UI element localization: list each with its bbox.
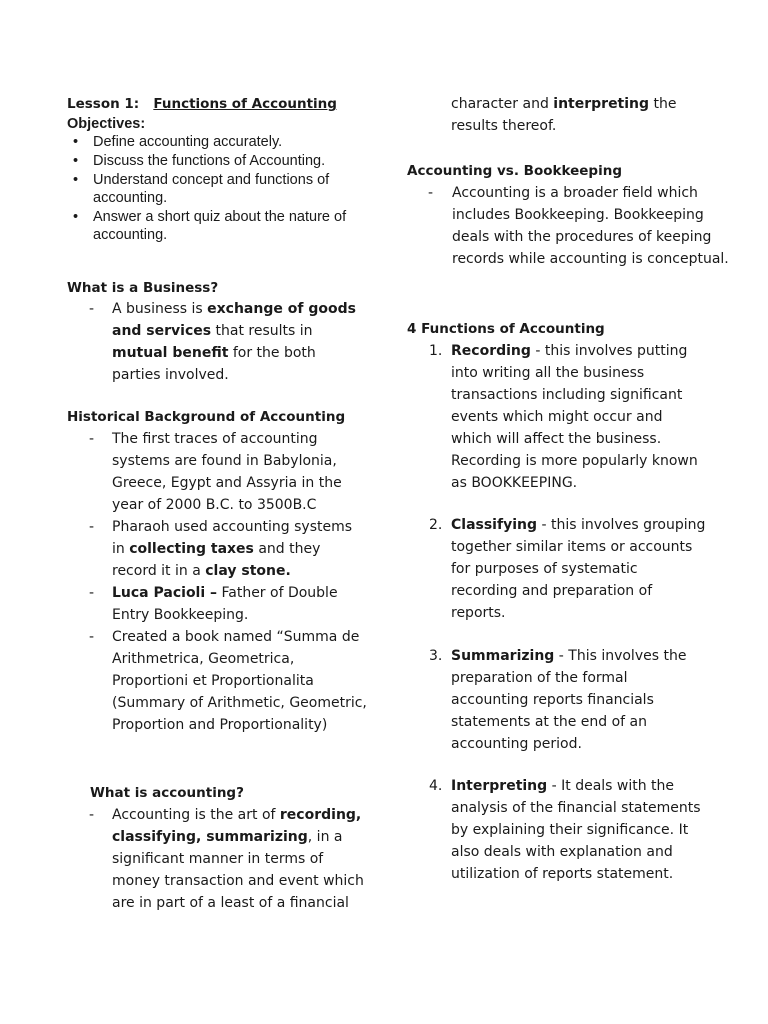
versus-section bbox=[407, 163, 742, 270]
lesson-prefix: Lesson 1: bbox=[67, 96, 140, 112]
accounting-continued: character and interpreting the results thereof. bbox=[451, 96, 677, 134]
history-item: - The first traces of accounting systems are found in Babylonia, Greece, Egypt and Assyria in the year of 2000 B.C. to 3500B.C bbox=[89, 431, 342, 513]
versus-heading: Accounting vs. Bookkeeping bbox=[407, 163, 622, 179]
bullet-icon: • bbox=[73, 209, 79, 225]
lesson-header bbox=[67, 96, 367, 112]
history-item: - Pharaoh used accounting systems in collecting taxes and they record it in a clay stone. bbox=[89, 519, 353, 579]
function-item: 1. Recording - this involves putting into writing all the business transactions including significant events which might occur and which will affect the business. Recording is more popularly known as BOOKKEEPING. bbox=[429, 343, 698, 491]
function-item: 3. Summarizing - This involves the preparation of the formal accounting reports financials statements at the end of an accounting period. bbox=[429, 648, 687, 752]
business-item: - A business is exchange of goods and services that results in mutual benefit for the both parties involved. bbox=[67, 298, 367, 386]
history-item: - Luca Pacioli – Father of Double Entry Bookkeeping. bbox=[89, 585, 338, 623]
bullet-icon: • bbox=[73, 134, 79, 150]
lesson-title-line bbox=[67, 96, 367, 112]
function-item: 2. Classifying - this involves grouping together similar items or accounts for purposes of systematic recording and preparation of reports. bbox=[429, 517, 706, 621]
history-item: - Created a book named “Summa de Arithmetrica, Geometrica, Proportioni et Proportionalita (Summary of Arithmetic, Geometric, Proportion and Proportionality) bbox=[89, 629, 367, 733]
lesson-title: Functions of Accounting bbox=[153, 96, 337, 112]
objectives-heading: Objectives: bbox=[67, 116, 146, 132]
bullet-icon: • bbox=[73, 172, 79, 188]
versus-item: - Accounting is a broader field which includes Bookkeeping. Bookkeeping deals with the procedures of keeping records while accounting is conceptual. bbox=[428, 185, 729, 267]
objective-item: • Define accounting accurately. bbox=[73, 134, 283, 150]
function-item: 4. Interpreting - It deals with the analysis of the financial statements by explaining their significance. It also deals with explanation and utilization of reports statement. bbox=[429, 778, 701, 882]
dash-marker: - bbox=[89, 301, 95, 317]
business-heading: What is a Business? bbox=[67, 280, 219, 296]
objective-item: • Answer a short quiz about the nature of accounting. bbox=[73, 209, 347, 243]
functions-section bbox=[407, 321, 707, 885]
bullet-icon: • bbox=[73, 153, 79, 169]
history-section bbox=[67, 409, 367, 736]
business-section bbox=[67, 280, 367, 386]
objectives-section bbox=[67, 115, 367, 245]
objective-item: • Understand concept and functions of accounting. bbox=[73, 172, 330, 206]
accounting-item: - Accounting is the art of recording, classifying, summarizing, in a significant manner in terms of money transaction and event which are in part of a least of a financial bbox=[89, 807, 364, 911]
history-heading: Historical Background of Accounting bbox=[67, 409, 346, 425]
accounting-section bbox=[67, 785, 367, 914]
objective-item: • Discuss the functions of Accounting. bbox=[73, 153, 326, 169]
functions-heading: 4 Functions of Accounting bbox=[407, 321, 605, 337]
accounting-heading: What is accounting? bbox=[90, 785, 244, 801]
